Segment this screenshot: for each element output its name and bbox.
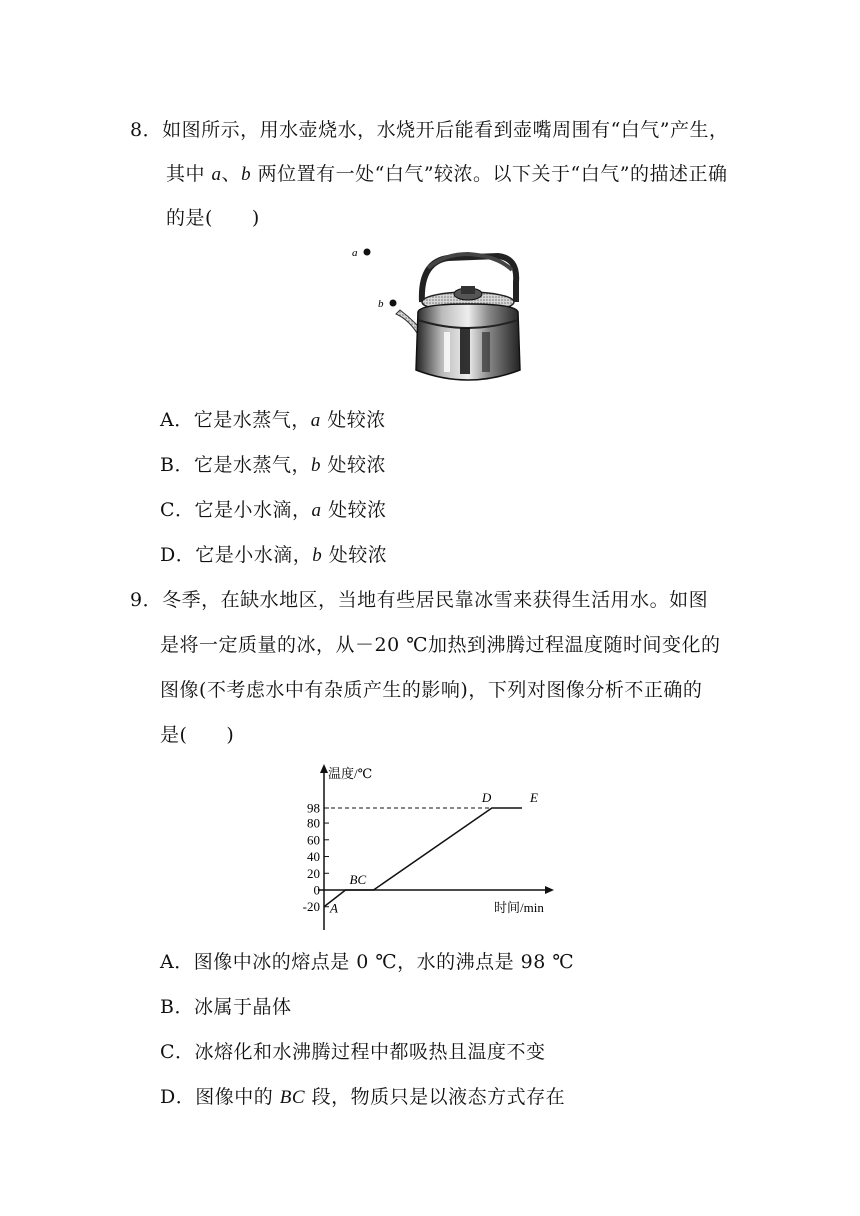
x-axis-arrow bbox=[545, 886, 554, 894]
q8-option-a[interactable] bbox=[160, 408, 386, 433]
y-tick-label: 60 bbox=[307, 832, 320, 848]
y-tick-label: 80 bbox=[307, 815, 320, 831]
y-tick-label: 98 bbox=[307, 800, 320, 816]
option-text: D．图像中的 bbox=[160, 1086, 280, 1108]
option-text: A．它是水蒸气， bbox=[160, 409, 311, 431]
kettle-figure bbox=[348, 242, 528, 394]
y-tick-label: 40 bbox=[307, 849, 320, 865]
x-axis-label: 时间/min bbox=[494, 900, 544, 915]
q8-stem-text: 两位置有一处“白气”较浓。以下关于“白气”的描述正确 bbox=[251, 163, 728, 185]
q8-stem-line2 bbox=[166, 162, 727, 187]
option-text: 处较浓 bbox=[321, 499, 387, 521]
point-label-c: C bbox=[357, 872, 367, 887]
point-label-a: A bbox=[330, 900, 338, 916]
point-label-d: D bbox=[481, 790, 492, 805]
q8-stem-line1: 8．如图所示，用水壶烧水，水烧开后能看到壶嘴周围有“白气”产生， bbox=[130, 119, 729, 141]
y-axis-label: 温度/℃ bbox=[328, 766, 373, 781]
q9-option-d[interactable] bbox=[160, 1085, 565, 1110]
point-a-dot bbox=[364, 249, 371, 256]
q8-stem-text: 其中 bbox=[166, 163, 212, 185]
option-text: 处较浓 bbox=[322, 544, 388, 566]
option-text: D．它是小水滴， bbox=[160, 544, 313, 566]
option-text: 段，物质只是以液态方式存在 bbox=[305, 1086, 566, 1108]
q8-stem-text: 、 bbox=[221, 163, 242, 185]
q9-stem-line2: 是将一定质量的冰，从－20 ℃加热到沸腾过程温度随时间变化的 bbox=[160, 634, 721, 656]
option-var: a bbox=[310, 410, 321, 431]
option-text: C．它是小水滴， bbox=[160, 499, 312, 521]
temperature-time-chart bbox=[290, 760, 580, 935]
label-b: b bbox=[378, 298, 384, 310]
option-text: 处较浓 bbox=[320, 409, 386, 431]
option-text: B．它是水蒸气， bbox=[160, 454, 311, 476]
q9-stem-line3: 图像(不考虑水中有杂质产生的影响)，下列对图像分析不正确的 bbox=[160, 679, 703, 701]
q8-option-c[interactable] bbox=[160, 498, 387, 523]
y-tick-label: 20 bbox=[307, 865, 320, 881]
point-label-b: B bbox=[349, 872, 358, 887]
temperature-series-line bbox=[324, 808, 522, 907]
q8-option-d[interactable] bbox=[160, 543, 387, 568]
q9-option-c[interactable]: C．冰熔化和水沸腾过程中都吸热且温度不变 bbox=[160, 1041, 546, 1063]
q8-stem-line3: 的是( ) bbox=[166, 207, 260, 229]
q9-option-a[interactable]: A．图像中冰的熔点是 0 ℃，水的沸点是 98 ℃ bbox=[160, 951, 575, 973]
q9-stem-line4: 是( ) bbox=[160, 724, 235, 746]
q9-option-b[interactable]: B．冰属于晶体 bbox=[160, 996, 292, 1018]
option-text: 处较浓 bbox=[320, 454, 387, 476]
point-label-e: E bbox=[530, 790, 538, 805]
var-b: b bbox=[241, 164, 252, 185]
var-a: a bbox=[211, 164, 222, 185]
point-b-dot bbox=[390, 300, 397, 307]
option-var: b bbox=[312, 545, 323, 566]
q9-stem-line1: 9．冬季，在缺水地区，当地有些居民靠冰雪来获得生活用水。如图 bbox=[130, 589, 709, 611]
y-tick-label: -20 bbox=[302, 899, 320, 915]
label-a: a bbox=[352, 247, 358, 259]
option-var: b bbox=[310, 455, 321, 476]
option-var: a bbox=[311, 500, 322, 521]
y-tick-label: 0 bbox=[313, 882, 320, 898]
option-var: BC bbox=[279, 1087, 306, 1108]
q8-option-b[interactable] bbox=[160, 453, 386, 478]
y-axis-arrow bbox=[320, 764, 328, 773]
